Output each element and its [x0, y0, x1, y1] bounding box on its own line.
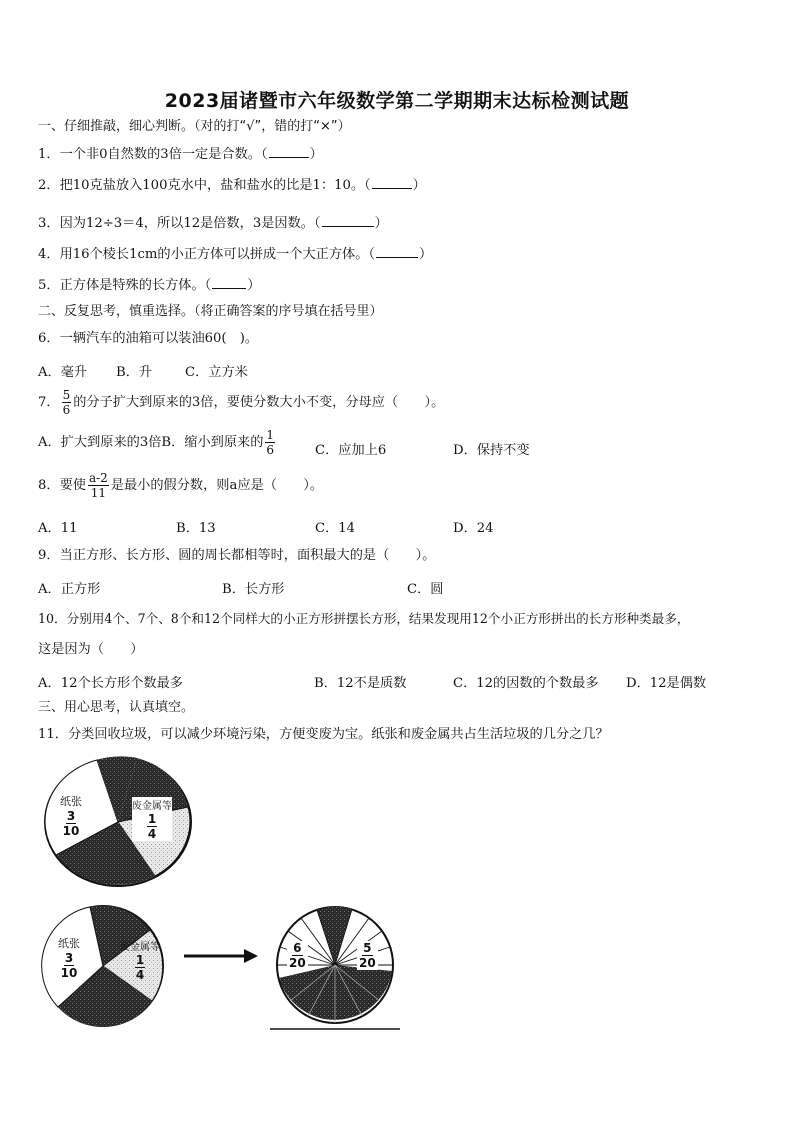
question-2 — [38, 176, 426, 195]
arrow-right-icon — [182, 946, 260, 966]
close-paren: ） — [247, 278, 261, 293]
answer-blank-2[interactable] — [372, 176, 412, 189]
q7-option-d[interactable]: D．保持不变 — [453, 443, 530, 458]
question-7-prefix: 7． — [38, 395, 60, 410]
q8-option-c[interactable]: C．14 — [315, 521, 356, 536]
question-1-text: 1．一个非0自然数的3倍一定是合数。（ — [38, 147, 268, 162]
question-9: 9．当正方形、长方形、圆的周长都相等时，面积最大的是（ ）。 — [38, 548, 436, 563]
answer-blank-3[interactable] — [322, 214, 374, 227]
question-3-text: 3．因为12÷3＝4，所以12是倍数，3是因数。（ — [38, 216, 321, 231]
question-5 — [38, 276, 260, 295]
circle3-right-fraction: $\frac{5}{20}$ — [359, 941, 376, 970]
pie1-metal-label: 废金属等 $\frac{1}{4}$ — [132, 797, 172, 841]
question-8-prefix: 8．要使 — [38, 478, 86, 493]
fraction-one-sixth: $\frac{1}{6}$ — [266, 428, 275, 457]
q9-option-a[interactable]: A．正方形 — [38, 582, 101, 597]
close-paren: ） — [412, 178, 426, 193]
question-2-text: 2．把10克盐放入100克水中，盐和盐水的比是1：10。（ — [38, 178, 371, 193]
section2-heading: 二、反复思考，慎重选择。（将正确答案的序号填在括号里） — [38, 304, 383, 319]
close-paren: ） — [418, 247, 433, 262]
q8-option-b[interactable]: B．13 — [176, 521, 216, 536]
question-3 — [38, 214, 388, 233]
pie2-paper-label: 纸张 $\frac{3}{10}$ — [58, 937, 80, 980]
q8-option-a[interactable]: A．11 — [38, 521, 78, 536]
q6-option-c[interactable]: C．立方米 — [185, 365, 248, 380]
q10-option-b[interactable]: B．12不是质数 — [314, 676, 407, 691]
pie2-metal-label: 废金属等 $\frac{1}{4}$ — [120, 942, 160, 982]
q7-option-ab[interactable]: A．扩大到原来的3倍B．缩小到原来的 $\frac{1}{6}$ — [38, 428, 275, 457]
question-10-line1: 10．分别用4个、7个、8个和12个同样大的小正方形拼摆长方形，结果发现用12个小正方形拼出的长方形种类最多， — [38, 611, 690, 626]
question-6: 6．一辆汽车的油箱可以装油60( )。 — [38, 331, 259, 346]
q10-option-a[interactable]: A．12个长方形个数最多 — [38, 676, 183, 691]
answer-blank-1[interactable] — [269, 145, 309, 158]
section3-heading: 三、用心思考，认真填空。 — [38, 700, 195, 715]
q9-option-c[interactable]: C．圆 — [407, 582, 444, 597]
question-10-line2: 这是因为（ ） — [38, 642, 144, 657]
question-8 — [38, 471, 323, 500]
question-1 — [38, 145, 323, 164]
close-paren: ） — [309, 147, 323, 162]
question-4 — [38, 245, 432, 264]
question-11: 11．分类回收垃圾，可以减少环境污染，方便变废为宝。纸张和废金属共占生活垃圾的几分之几？ — [38, 727, 609, 742]
q8-option-d[interactable]: D．24 — [453, 521, 494, 536]
section1-heading: 一、仔细推敲，细心判断。（对的打“√”，错的打“×”） — [38, 119, 351, 134]
q6-option-b[interactable]: B．升 — [116, 365, 153, 380]
answer-blank-5[interactable] — [212, 276, 246, 289]
fraction-five-sixths: $\frac{5}{6}$ — [62, 388, 71, 417]
question-8-text: 是最小的假分数，则a应是（ ）。 — [110, 478, 324, 493]
pie1-paper-label: 纸张 $\frac{3}{10}$ — [60, 795, 82, 838]
question-4-text: 4．用16个棱长1cm的小正方体可以拼成一个大正方体。（ — [38, 247, 375, 262]
q7-option-c[interactable]: C．应加上6 — [315, 443, 387, 458]
q10-option-c[interactable]: C．12的因数的个数最多 — [453, 676, 599, 691]
answer-blank-4[interactable] — [376, 245, 418, 258]
q9-option-b[interactable]: B．长方形 — [222, 582, 285, 597]
close-paren: ） — [374, 216, 388, 231]
q10-option-d[interactable]: D．12是偶数 — [626, 676, 707, 691]
question-7 — [38, 388, 444, 417]
q6-option-a[interactable]: A．毫升 — [38, 365, 88, 380]
circle3-left-fraction: $\frac{6}{20}$ — [289, 941, 306, 970]
question-5-text: 5．正方体是特殊的长方体。（ — [38, 278, 212, 293]
page-title: 2023届诸暨市六年级数学第二学期期末达标检测试题 — [164, 90, 630, 112]
question-7-text: 的分子扩大到原来的3倍，要使分数大小不变，分母应（ ）。 — [73, 395, 445, 410]
fraction-a-minus-2-over-11: $\frac{a-2}{11}$ — [88, 471, 108, 500]
